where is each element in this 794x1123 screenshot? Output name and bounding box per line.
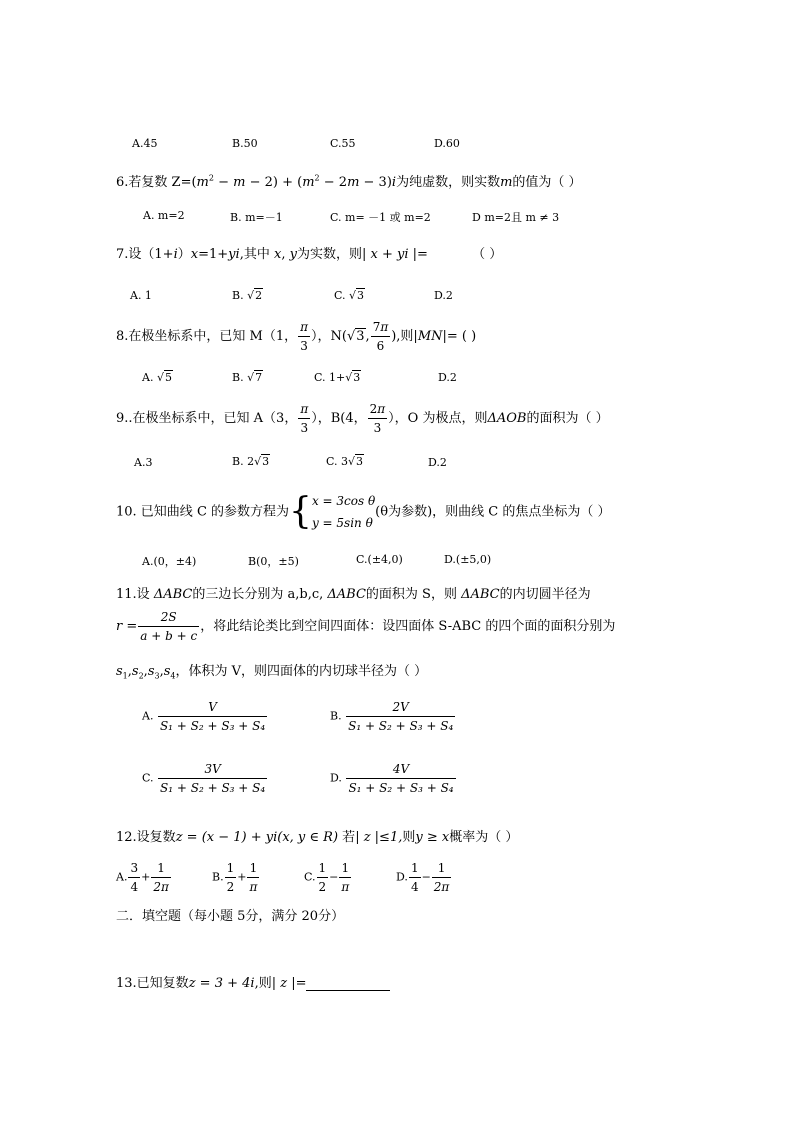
q10-stem: 10. 已知曲线 C 的参数方程为{x = 3cos θ y = 5sin θ(θ为参数)，则曲线 C 的焦点坐标为（ ） (116, 491, 611, 532)
q9-option-c: C. 3√3 (326, 455, 364, 468)
q11-line3: $s_1,s_2,s_3,s_4$，体积为 V，则四面体的内切球半径为（ ） (116, 664, 428, 681)
q9-option-b: B. 2√3 (232, 455, 270, 468)
q7-stem: 7.设（1+i）x=1+yi,其中 x, y为实数，则| x + yi |= （ ） (116, 247, 503, 262)
q11-option-c: C. $\frac{3V}{\text{S₁ + S₂ + S₃ + S₄}}$ (142, 762, 266, 795)
section2-title: 二．填空题（每小题 5分，满分 20分） (116, 909, 345, 924)
q12-option-a: A. $\frac{3}{4}$ + $\frac{1}{2\pi}$ (116, 861, 169, 894)
q6-option-c: C. m= －1 或 m=2 (330, 211, 431, 224)
q12-option-d: D. $\frac{1}{4}$ − $\frac{1}{2\pi}$ (396, 861, 450, 894)
q11-option-a: A. $\frac{V}{\text{S₁ + S₂ + S₃ + S₄}}$ (142, 700, 266, 733)
q10-option-b: B(0，±5) (248, 555, 299, 568)
q11-option-d: D. $\frac{4V}{\text{S₁ + S₂ + S₃ + S₄}}$ (330, 762, 454, 795)
q8-option-c: C. 1+√3 (314, 371, 361, 384)
q8-option-d: D.2 (438, 371, 457, 384)
q6-option-a: A. m=2 (143, 209, 185, 222)
q13-stem: 13.已知复数z = 3 + 4i,则| z |= (116, 972, 390, 991)
q13-answer-blank[interactable] (306, 977, 390, 991)
q12-option-c: C. $\frac{1}{2}$ − $\frac{1}{\pi}$ (304, 861, 350, 894)
q6-option-d: D m=2且 m ≠ 3 (472, 211, 560, 224)
q11-line2: r = $\frac{2S}{a + b + c}$ ，将此结论类比到空间四面体：设四面体 S-ABC 的四个面的面积分别为 (116, 610, 616, 643)
q5-option-c: C.55 (330, 137, 356, 150)
q8-option-a: A. √5 (142, 371, 172, 384)
q8-option-b: B. √7 (232, 371, 263, 384)
q10-option-a: A.(0，±4) (142, 555, 197, 568)
q10-option-d: D.(±5,0) (444, 553, 492, 566)
q6-option-b: B. m=－1 (230, 211, 283, 224)
q5-option-a: A.45 (132, 137, 158, 150)
q7-option-d: D.2 (434, 289, 453, 302)
q7-option-b: B. √2 (232, 289, 263, 302)
q6-stem: 6.若复数 $Z=(m^2 - m - 2) + (m^2 - 2m - 3)i$为纯虚数，则实数m的值为（ ） (116, 173, 582, 190)
q11-line1: 11.设 ΔABC的三边长分别为 a,b,c, ΔABC的面积为 S，则 ΔABC的内切圆半径为 (116, 587, 591, 602)
q10-brace: { (289, 491, 312, 532)
q12-stem: 12.设复数z = (x − 1) + yi(x, y ∈ R) 若| z |≤1,则y ≥ x概率为（ ） (116, 830, 519, 845)
q11-option-b: B. $\frac{2V}{\text{S₁ + S₂ + S₃ + S₄}}$ (330, 700, 454, 733)
q8-stem: 8.在极坐标系中，已知 M（1， $\frac{\pi}{3}$ ），N(√3, $\frac{7\pi}{6}$ ),则|MN|= ( ) (116, 320, 477, 353)
q5-option-d: D.60 (434, 137, 460, 150)
q7-option-c: C. √3 (334, 289, 365, 302)
q7-option-a: A. 1 (130, 289, 152, 302)
q9-option-a: A.3 (134, 456, 153, 469)
q9-stem: 9..在极坐标系中，已知 A（3， $\frac{\pi}{3}$ ），B(4， $\frac{2\pi}{3}$ ），O 为极点，则ΔAOB的面积为（ ） (116, 402, 609, 435)
q5-option-b: B.50 (232, 137, 258, 150)
q10-option-c: C.(±4,0) (356, 553, 403, 566)
q9-option-d: D.2 (428, 456, 447, 469)
q12-option-b: B. $\frac{1}{2}$ + $\frac{1}{\pi}$ (212, 861, 258, 894)
